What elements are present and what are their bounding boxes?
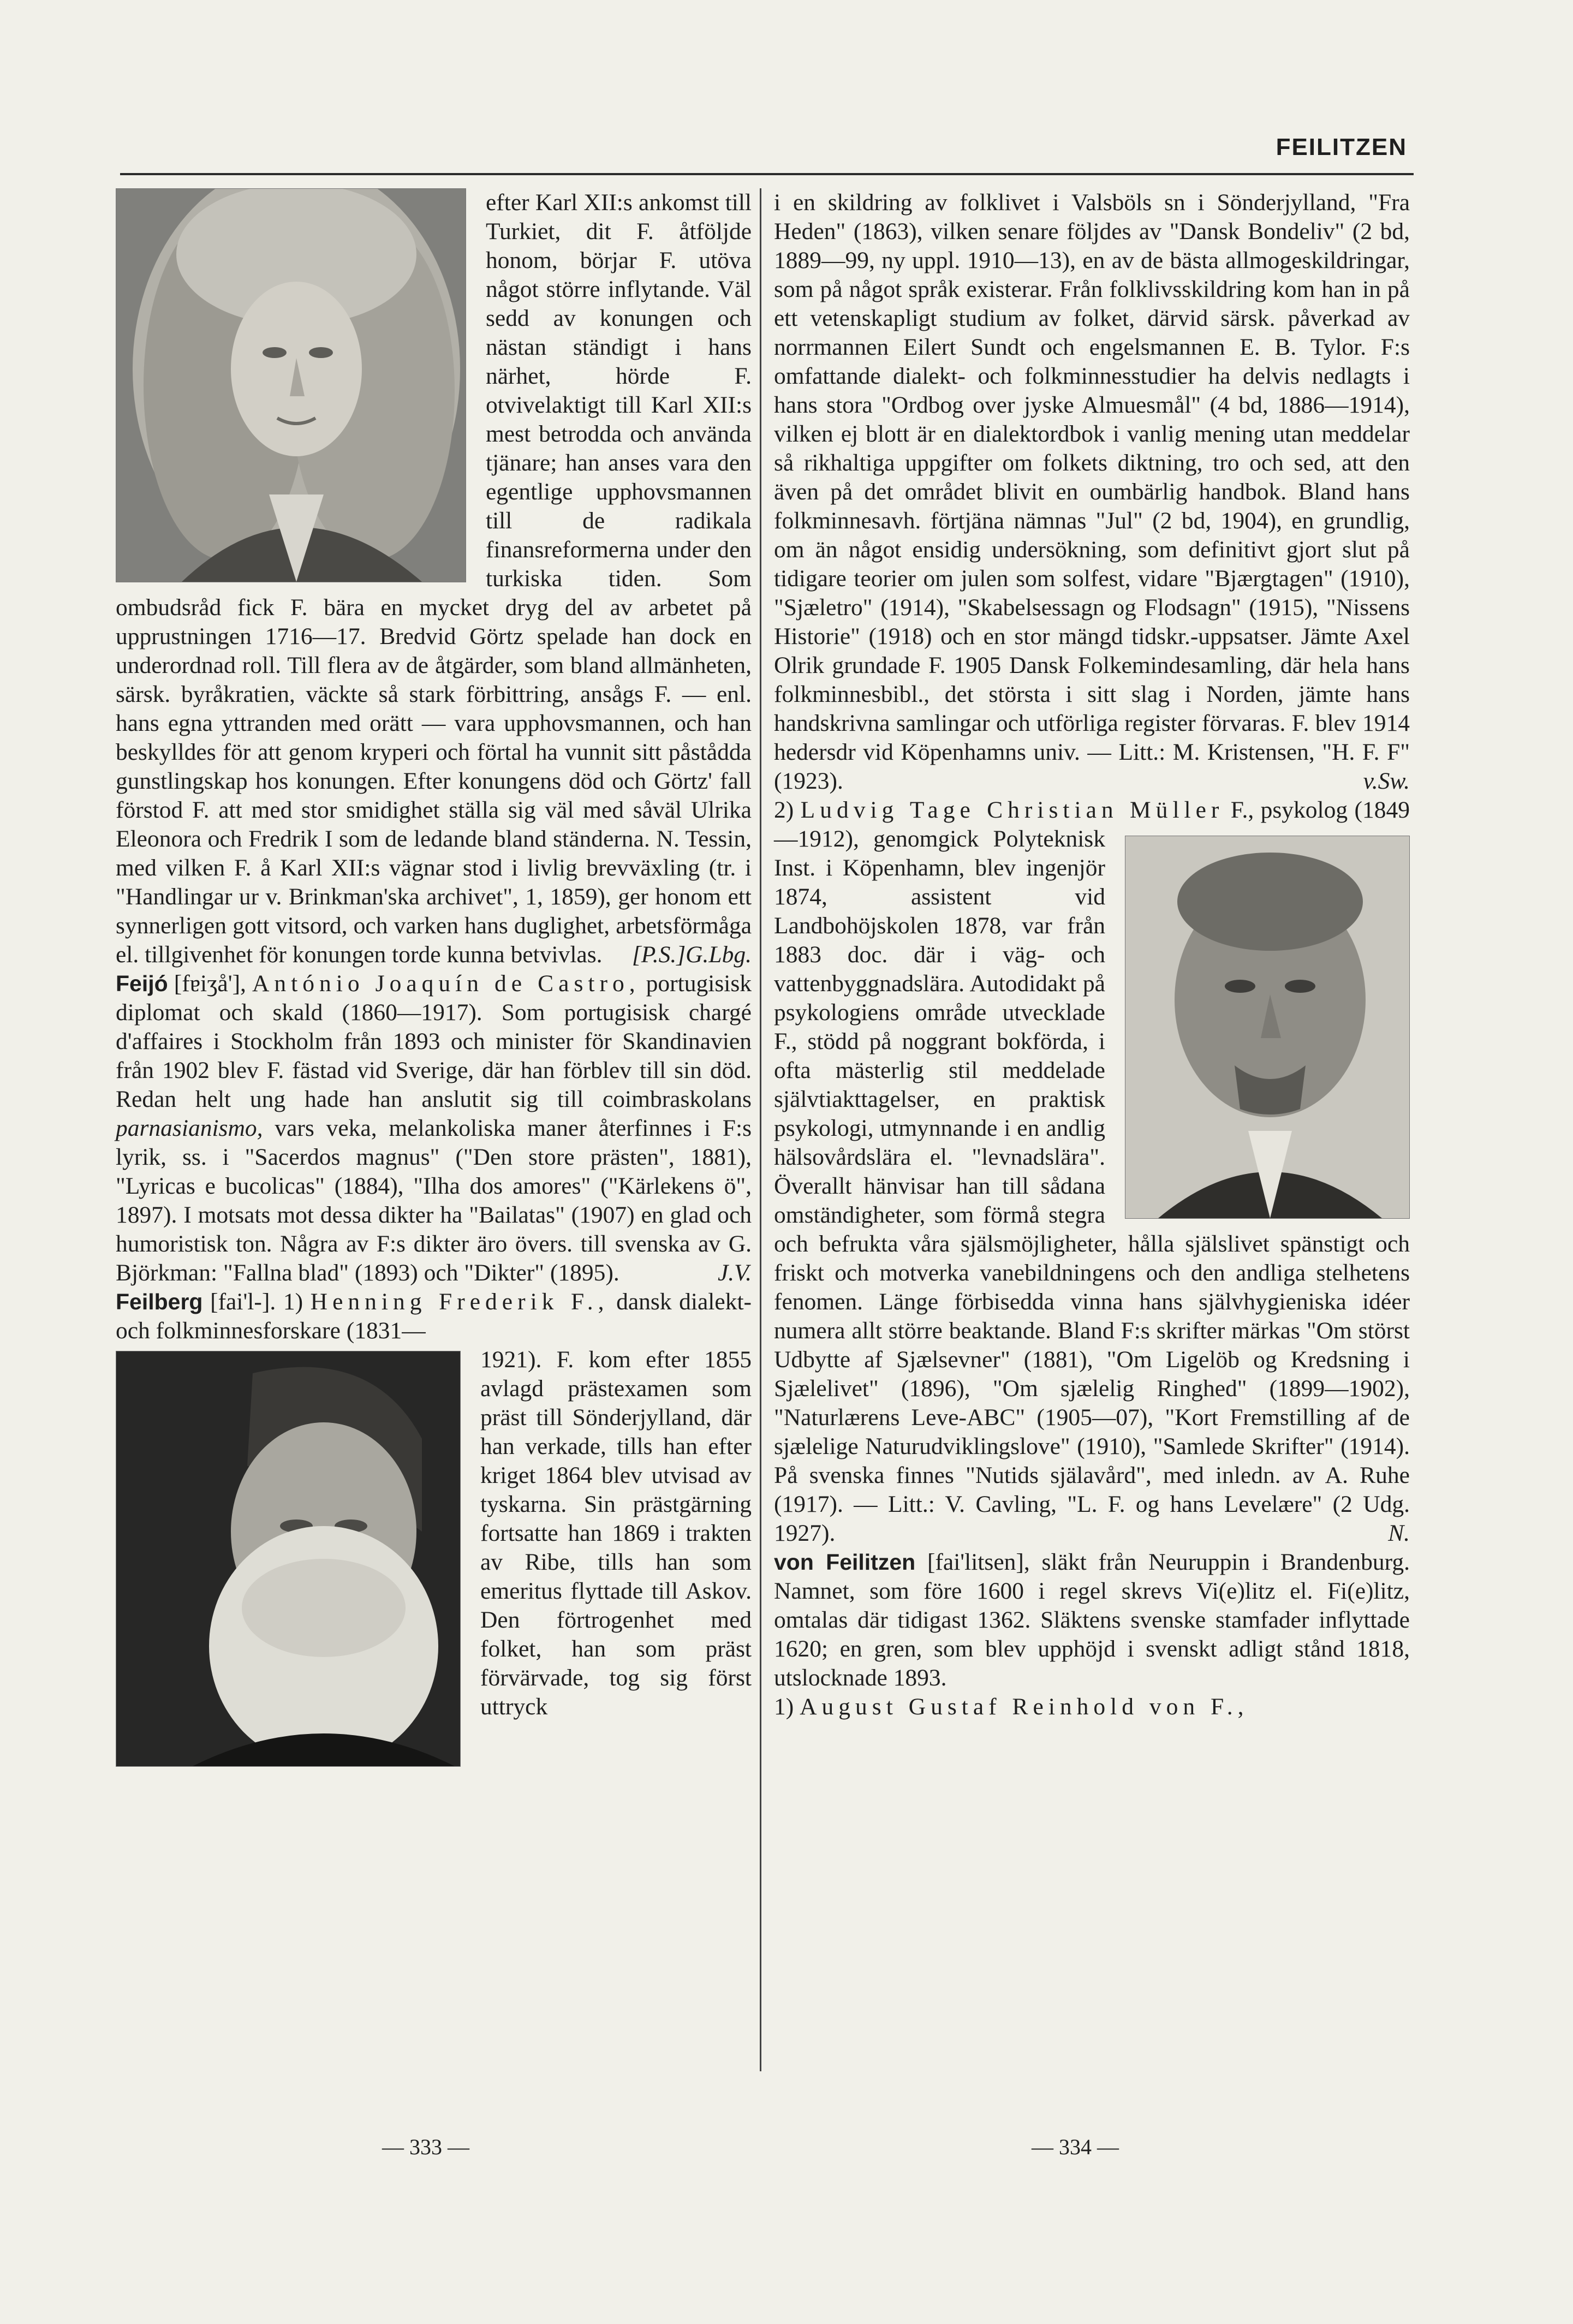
signature-feif: [P.S.]G.Lbg.	[631, 941, 752, 968]
right-column	[774, 188, 1410, 1721]
entry-feijo	[116, 969, 752, 1288]
left-column	[116, 188, 752, 1771]
fullname-feijo: António Joaquín de Castro,	[252, 970, 640, 997]
entry-ludvig	[774, 796, 1410, 1548]
headword-feijo: Feijó	[116, 971, 168, 996]
entry-number-august: 1)	[774, 1694, 794, 1720]
entry-von-feilitzen-text: [fai'litsen], släkt från Neuruppin i Brandenburg. Namnet, som före 1600 i regel skrevs Vi(e)litz el. Fi(e)litz, omtalas där tidigast 1362. Släktens svenske stamfader inflyttade 1620; en gren, som blev upphöjd i svenskt adligt stånd 1818, utslocknade 1893.	[774, 1549, 1410, 1691]
running-header	[120, 134, 1414, 175]
signature-feijo: J.V.	[717, 1260, 752, 1286]
fullname-ludvig: Ludvig Tage Christian Müller	[800, 797, 1224, 823]
entry-feilberg-text-a: dansk dialekt- och folkminnesforskare (1831—	[116, 1289, 752, 1344]
column-divider	[760, 188, 761, 2071]
entry-number-ludvig: 2)	[774, 797, 794, 823]
pronunciation-feilberg: [fai'l-].	[210, 1289, 276, 1315]
page-number-left: — 333 —	[382, 2135, 469, 2159]
entry-feijo-text-a: portugisisk diplomat och skald (1860—1917). Som portugisisk chargé d'affaires i Stockholm från 1893 och minister för Skandinavien från 1902 blev F. fästad vid Sverige, där han förblev till sin död. Redan helt ung hade han anslutit sig till coimbraskolans	[116, 970, 752, 1112]
entry-feilberg	[116, 1288, 752, 1345]
entry-feif-continuation: efter Karl XII:s ankomst till Turkiet, dit F. åtföljde honom, börjar F. utöva något större inflytande. Väl sedd av konungen och nästan ständigt i hans närhet, hörde F. otvivelaktigt till Karl XII:s mest betrodda och använda tjänare; han anses vara den egentlige upphovsmannen till de radikala finansreformerna under den turkiska tiden. Som ombudsråd fick F. bära en mycket dryg del av arbetet på upprustningen 1716—17. Bredvid Görtz spelade han dock en underordnad roll. Till flera av de åtgärder, som bland allmänheten, särsk. byråkratien, väckte så stark förbittring, ansågs F. — enl. hans egna yttranden med orätt — vara upphovsmannen, och han beskylldes för att genom kryperi och förtal ha vunnit sitt påstådda gunstlingskap hos konungen. Efter konungens död och Görtz' fall förstod F. att med stor smidighet ställa sig väl med såväl Ulrika Eleonora och Fredrik I som de ledande bland ständerna. N. Tessin, med vilken F. å Karl XII:s vägnar stod i livlig brevväxling (tr. i "Handlingar ur v. Brinkman'ska archivet", 1, 1859), ger honom ett synnerligen gott vitsord, och varken hans duglighet, arbetsförmåga el. tillgivenhet för konungen torde kunna betvivlas.	[116, 189, 752, 968]
portrait-feif	[116, 188, 466, 582]
portrait-ludvig	[1125, 836, 1410, 1219]
entry-feijo-text-b: vars veka, melankoliska maner återfinnes i F:s lyrik, ss. i "Sacerdos magnus" ("Den store prästen", 1881), "Lyricas e bucolicas" (1884), "Ilha dos amores" ("Kärlekens ö", 1897). I motsats mot dessa dikter ha "Bailatas" (1907) en glad och humoristisk ton. Några av F:s dikter äro övers. till svenska av G. Björkman: "Fallna blad" (1893) och "Dikter" (1895).	[116, 1115, 752, 1286]
headword-feilberg: Feilberg	[116, 1289, 203, 1314]
signature-ludvig: N.	[1388, 1520, 1410, 1546]
entry-feijo-italic: parnasianismo,	[116, 1115, 263, 1141]
entry-august	[774, 1693, 1410, 1721]
entry-von-feilitzen	[774, 1548, 1410, 1693]
entry-feilberg-continuation: i en skildring av folklivet i Valsböls sn i Sönderjylland, "Fra Heden" (1863), vilken senare följdes av "Dansk Bondeliv" (2 bd, 1889—99, ny uppl. 1910—13), en av de bästa allmogeskildringar, som på något språk existerar. Från folklivsskildring kom han in på ett vetenskapligt studium av folket, därvid särsk. påverkad av norrmannen Eilert Sundt och engelsmannen E. B. Tylor. F:s omfattande dialekt- och folkminnesstudier ha delvis nedlagts i hans stora "Ordbog over jyske Almuesmål" (4 bd, 1886—1914), vilken ej blott är en dialektordbok i vanlig mening utan meddelar så rikhaltiga uppgifter om folkets diktning, tro och sed, att den även på det området blivit en oumbärlig handbok. Bland hans folkminnesavh. förtjäna nämnas "Jul" (2 bd, 1904), en grundlig, om än något ensidig undersökning, som definitivt gjort slut på tidigare teorier om julen som solfest, vidare "Bjærgtagen" (1910), "Sjæletro" (1914), "Skabelsessagn og Flodsagn" (1915), "Nissens Historie" (1918) och en stor mängd tidskr.-uppsatser. Jämte Axel Olrik grundade F. 1905 Dansk Folkemindesamling, där hela hans folkminnesbibl., det största i sitt slag i Norden, jämte hans handskrivna samlingar och utförliga register förvaras. F. blev 1914 hedersdr vid Köpenhamns univ. — Litt.: M. Kristensen, "H. F. F" (1923).	[774, 189, 1410, 794]
headword-von-feilitzen: von Feilitzen	[774, 1550, 916, 1575]
portrait-feilberg	[116, 1351, 461, 1767]
page-number-right: — 334 —	[1032, 2135, 1119, 2159]
pronunciation-feijo: [fɐiʒå'],	[174, 970, 246, 997]
entry-feilberg-text-b: 1921). F. kom efter 1855 avlagd prästexamen som präst till Sönderjylland, där han verkade, tills han efter kriget 1864 blev utvisad av tyskarna. Sin prästgärning fortsatte han 1869 i trakten av Ribe, tills han som emeritus flyttade till Askov. Den förtrogenhet med folket, han som präst förvärvade, tog sig först uttryck	[480, 1346, 752, 1720]
entry-number-feilberg: 1)	[283, 1289, 303, 1315]
header-title: FEILITZEN	[1276, 134, 1407, 160]
signature-feilberg: v.Sw.	[1363, 768, 1410, 794]
fullname-feilberg: Henning Frederik F.,	[310, 1289, 609, 1315]
entry-ludvig-text: F., psykolog (1849—1912), genomgick Polyteknisk Inst. i Köpenhamn, blev ingenjör 1874, assistent vid Landbohöjskolen 1878, var från 1883 doc. där i väg- och vattenbyggnadslära. Autodidakt på psykologiens område utvecklade F., stödd på noggrant bokförda, i ofta mästerlig stil meddelade självtiakttagelser, en praktisk psykologi, utmynnande i en andlig hälsovårdslära el. "levnadslära". Överallt hänvisar han till sådana omständigheter, som förmå stegra och befrukta våra själsmöjligheter, hålla själslivet spänstigt och friskt och motverka vanebildningens och den andliga stelhetens fenomen. Länge förbisedda vinna hans självhygieniska idéer numera allt större beaktande. Bland F:s skrifter märkas "Om störst Udbytte af Sjælsevner" (1881), "Om Ligelöb og Kredsning i Sjælelivet" (1896), "Om sjælelig Ringhed" (1899—1902), "Naturlærens Leve-ABC" (1905—07), "Kort Fremstilling af de sjælelige Naturudviklingslove" (1910), "Samlede Skrifter" (1914). På svenska finnes "Nutids själavård", med inledn. av A. Ruhe (1917). — Litt.: V. Cavling, "L. F. og hans Levelære" (2 Udg. 1927).	[774, 797, 1410, 1546]
fullname-august: August Gustaf Reinhold von F.,	[800, 1694, 1249, 1720]
